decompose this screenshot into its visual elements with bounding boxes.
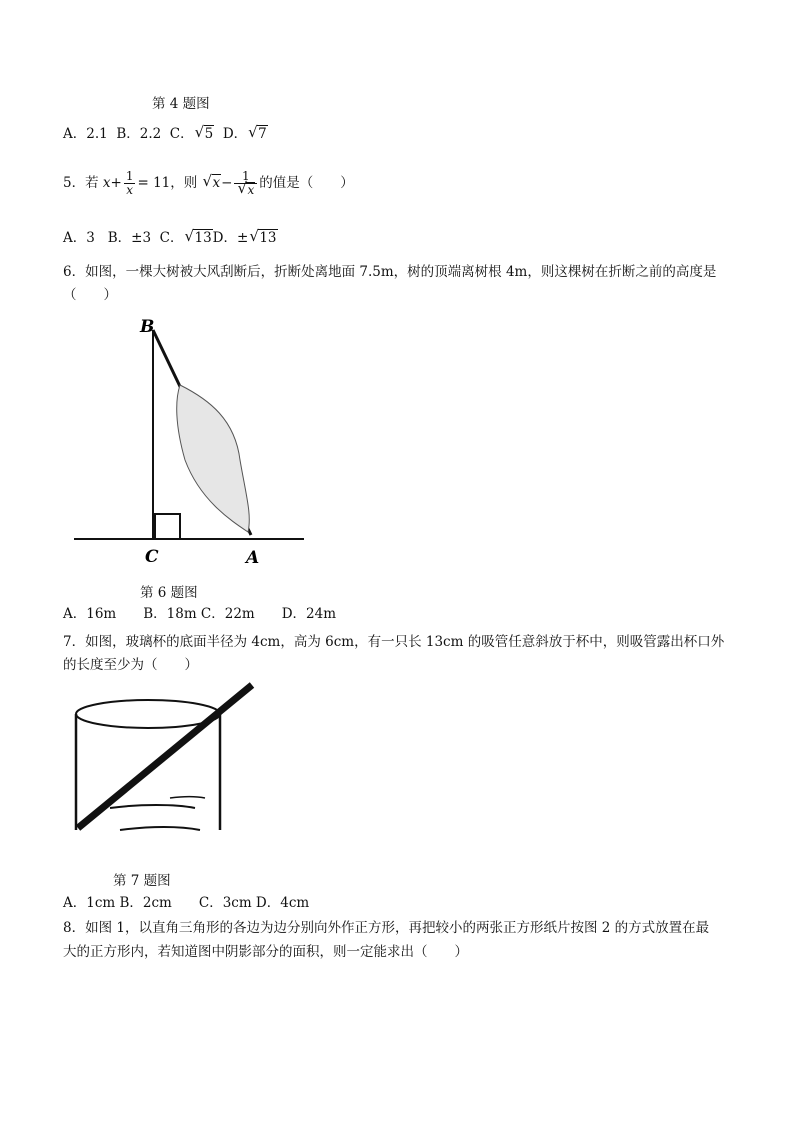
q4-option-c: C． (169, 126, 194, 142)
q6-label-a: A (246, 548, 260, 568)
q5-fraction-2: 1 √ x (234, 170, 257, 197)
q8-stem-line1: 8．如图 1，以直角三角形的各边为边分别向外作正方形，再把较小的两张正方形纸片按图 2 的方式放置在最 (63, 920, 710, 936)
q6-tree-figure (60, 310, 320, 575)
q7-glass-figure (60, 680, 270, 845)
q6-tree-canopy (177, 385, 250, 532)
q5-fraction-1: $\frac{1}{x}$ (125, 169, 134, 197)
q4-option-c-radical: √ 5 (196, 124, 215, 144)
q5-stem (63, 168, 354, 198)
q5-minus: − (221, 175, 233, 191)
q5-prefix: 5．若 (63, 175, 99, 191)
q5-option-d-radical: √ 13 (250, 228, 277, 248)
q4-option-a: A．2.1 (63, 126, 108, 142)
q5-option-b: B．±3 (107, 230, 152, 246)
q7-glass-bottom-mark-3 (170, 797, 205, 799)
q6-right-angle-mark (155, 514, 180, 539)
q7-glass-bottom-mark-2 (120, 827, 200, 830)
q4-option-b: B．2.2 (116, 126, 162, 142)
q5-option-c-radical: √ 13 (185, 228, 212, 248)
q6-label-c: C (145, 547, 159, 567)
q8-stem-line2: 大的正方形内，若知道图中阴影部分的面积，则一定能求出（ ） (63, 944, 468, 960)
q7-figure-caption: 第 7 题图 (113, 873, 171, 889)
q5-option-c: C． (159, 230, 184, 246)
q5-sqrt-x: √ x (204, 168, 222, 198)
q6-stem-line1: 6．如图，一棵大树被大风刮断后，折断处离地面 7.5m，树的顶端离树根 4m，则这棵树在折断之前的高度是 (63, 264, 717, 280)
q4-option-d-radical: √ 7 (249, 124, 268, 144)
q7-glass-rim (76, 700, 220, 728)
q6-figure-caption: 第 6 题图 (140, 585, 198, 601)
q4-options (63, 124, 268, 144)
q7-stem-line2: 的长度至少为（ ） (63, 657, 198, 673)
q7-glass-bottom-mark-1 (110, 805, 195, 808)
q5-options (63, 228, 278, 248)
q5-option-d: D．± (212, 230, 249, 246)
q6-options: A．16m B．18m C．22m D．24m (63, 606, 337, 622)
q5-equals: = 11，则 (137, 175, 198, 191)
q7-straw (78, 685, 252, 828)
q7-options: A．1cm B．2cm C．3cm D．4cm (63, 895, 310, 911)
q5-var-x: x (102, 175, 111, 191)
q6-label-b: B (140, 317, 155, 337)
q7-stem-line1: 7．如图，玻璃杯的底面半径为 4cm，高为 6cm，有一只长 13cm 的吸管任意斜放于杯中，则吸管露出杯口外 (63, 634, 725, 650)
q5-plus: + (110, 175, 122, 191)
q6-stem-line2: （ ） (63, 287, 117, 303)
q4-option-d: D． (222, 126, 248, 142)
q5-tail: 的值是（ ） (259, 175, 354, 191)
q5-option-a: A．3 (63, 230, 95, 246)
q4-figure-caption: 第 4 题图 (152, 96, 210, 112)
